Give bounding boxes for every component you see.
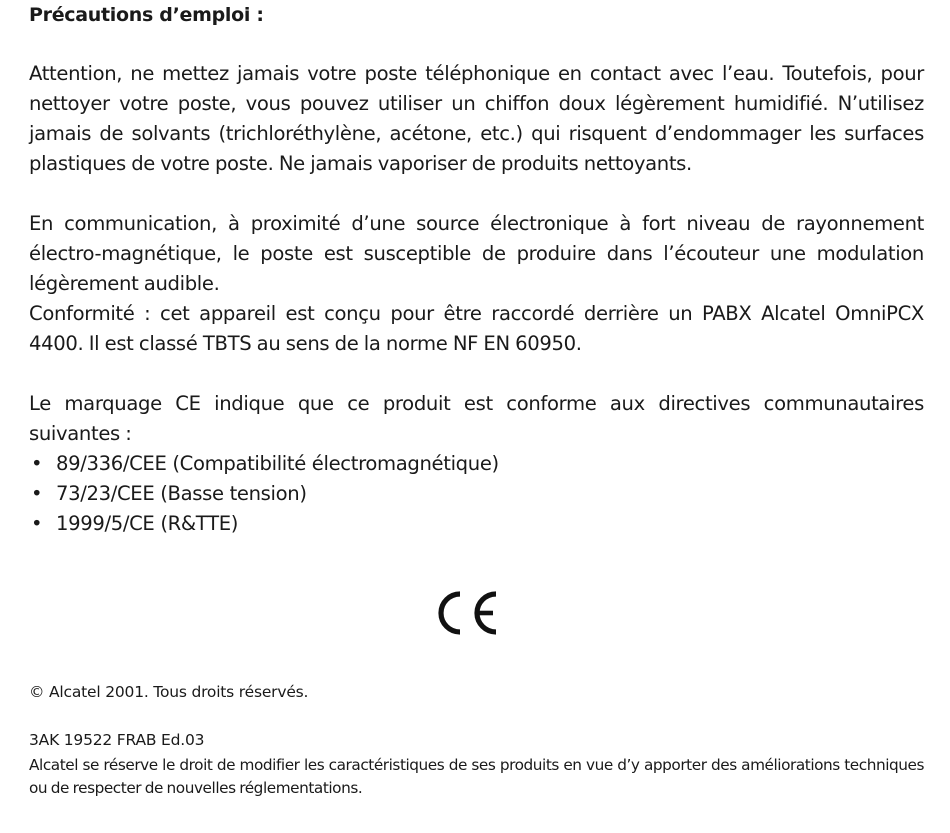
directive-text: 89/336/CEE (Compatibilité électromagnétique) [56,452,499,475]
ce-marking-icon [438,590,500,636]
directive-text: 1999/5/CE (R&TTE) [56,512,239,535]
list-item [29,479,499,509]
emc-paragraph [29,209,924,359]
bullet-icon: • [31,482,43,505]
document-reference: 3AK 19522 FRAB Ed.03 [29,731,205,749]
emc-text: En communication, à proximité d’une source électronique à fort niveau de rayonnement électro-magnétique, le poste est susceptible de produire dans l’écouteur une modulation légèrement audible. [29,212,924,295]
bullet-icon: • [31,452,43,475]
ce-intro-paragraph: Le marquage CE indique que ce produit est conforme aux directives communautaires suivantes : [29,392,924,445]
conformity-text: Conformité : cet appareil est conçu pour être raccordé derrière un PABX Alcatel OmniPCX 4400. Il est classé TBTS au sens de la norme NF EN 60950. [29,302,924,355]
legal-notice: Alcatel se réserve le droit de modifier les caractéristiques de ses produits en vue d’y apporter des améliorations techniques ou de respecter de nouvelles réglementations. [29,756,924,797]
directives-list [29,449,499,539]
bullet-icon: • [31,512,43,535]
list-item [29,449,499,479]
list-item [29,509,499,539]
copyright-text: © Alcatel 2001. Tous droits réservés. [29,683,309,701]
directive-text: 73/23/CEE (Basse tension) [56,482,307,505]
section-title: Précautions d’emploi : [29,4,264,26]
care-paragraph: Attention, ne mettez jamais votre poste téléphonique en contact avec l’eau. Toutefois, pour nettoyer votre poste, vous pouvez utiliser un chiffon doux légèrement humidifié. N’utilisez jamais de solvants (trichloréthylène, acétone, etc.) qui risquent d’endommager les surfaces plastiques de votre poste. Ne jamais vaporiser de produits nettoyants. [29,62,924,175]
